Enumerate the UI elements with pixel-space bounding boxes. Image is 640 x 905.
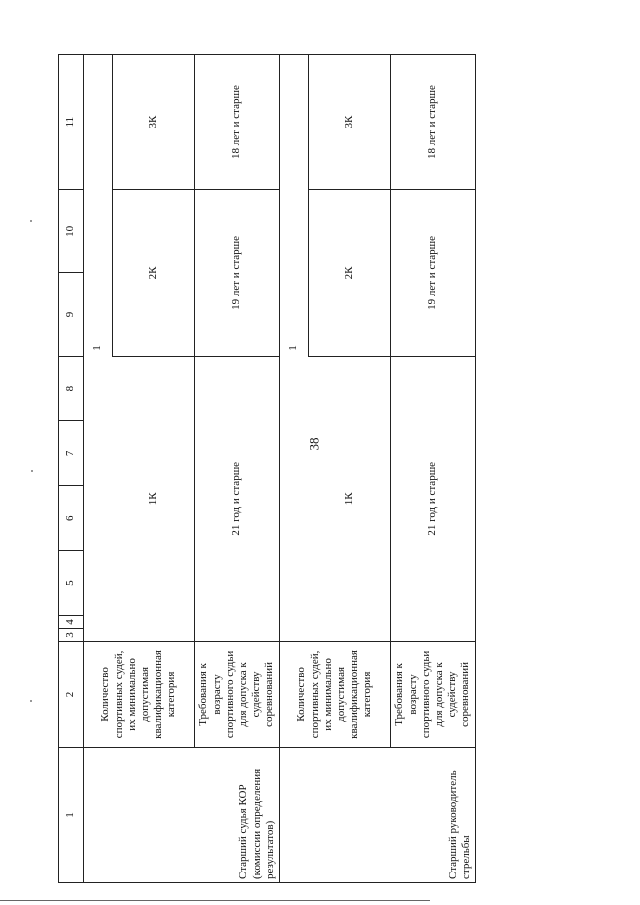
scan-edge-line xyxy=(0,900,430,901)
age-cell: 18 лет и старше xyxy=(195,55,280,190)
col-header-5: 5 xyxy=(59,551,84,616)
col-header-7: 7 xyxy=(59,421,84,486)
rotated-table-frame xyxy=(58,54,471,883)
col-header-3: 3 xyxy=(59,629,84,642)
category-cell: 2К xyxy=(309,190,391,356)
table-row xyxy=(84,55,113,883)
page-number: 38 xyxy=(306,437,321,451)
category-cell: 2К xyxy=(113,190,195,356)
category-cell: 3К xyxy=(113,55,195,190)
age-cell: 19 лет и старше xyxy=(195,190,280,356)
col-header-4: 4 xyxy=(59,616,84,629)
scan-speck xyxy=(30,220,32,222)
requirement-label-cell: Количество спортивных судей, их минимально допустимая квалификационная категория xyxy=(84,641,195,747)
category-cell: 1К xyxy=(309,356,391,641)
requirement-label-cell: Требования к возрасту спортивного судьи для допуска к судейству соревнований xyxy=(391,641,476,747)
age-cell: 19 лет и старше xyxy=(391,190,476,356)
scan-speck xyxy=(30,700,32,702)
category-cell: 1К xyxy=(113,356,195,641)
age-cell: 21 год и старше xyxy=(195,356,280,641)
judges-requirements-table xyxy=(58,54,476,883)
count-cell: 1 xyxy=(84,55,113,642)
age-cell: 21 год и старше xyxy=(391,356,476,641)
requirement-label-cell: Требования к возрасту спортивного судьи для допуска к судейству соревнований xyxy=(195,641,280,747)
col-header-8: 8 xyxy=(59,356,84,421)
header-row xyxy=(59,55,84,883)
position-cell: Старший руководитель стрельбы xyxy=(280,747,476,882)
col-header-11: 11 xyxy=(59,55,84,190)
col-header-6: 6 xyxy=(59,486,84,551)
col-header-10: 10 xyxy=(59,190,84,273)
category-cell: 3К xyxy=(309,55,391,190)
age-cell: 18 лет и старше xyxy=(391,55,476,190)
requirement-label-cell: Количество спортивных судей, их минимально допустимая квалификационная категория xyxy=(280,641,391,747)
table-row xyxy=(280,55,309,883)
count-cell: 1 xyxy=(280,55,309,642)
position-cell: Старший судья КОР (комиссии определения результатов) xyxy=(84,747,280,882)
scan-speck xyxy=(31,470,33,472)
document-table-wrapper xyxy=(58,54,471,883)
col-header-9: 9 xyxy=(59,273,84,356)
col-header-2: 2 xyxy=(59,641,84,747)
col-header-1: 1 xyxy=(59,747,84,882)
